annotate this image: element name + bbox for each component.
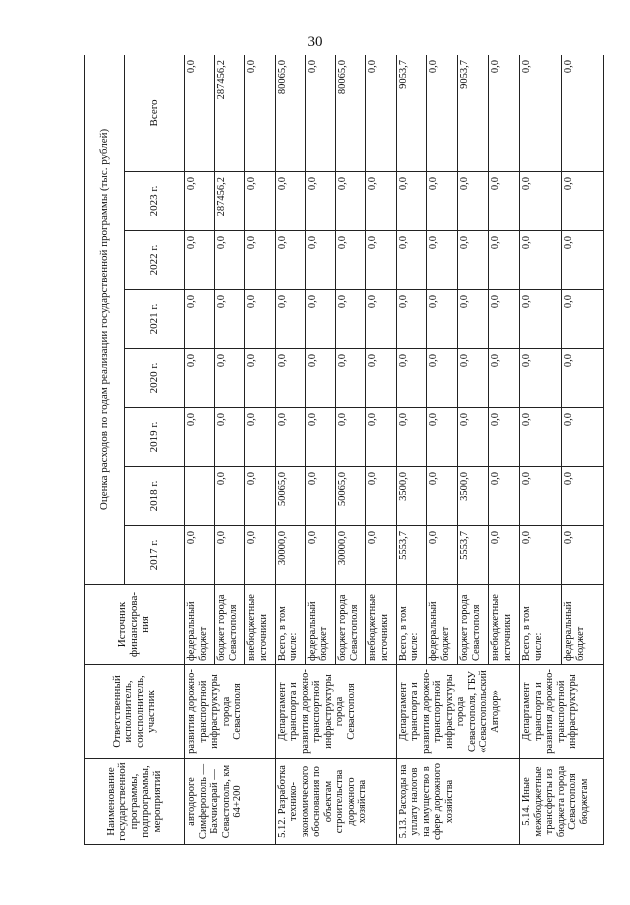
value-cell: 0,0 [245, 408, 275, 467]
value-cell: 0,0 [520, 231, 562, 290]
value-cell: 0,0 [185, 172, 215, 231]
value-cell: 0,0 [215, 467, 245, 526]
value-cell: 0,0 [396, 408, 427, 467]
value-cell: 0,0 [458, 349, 489, 408]
page-number: 30 [307, 34, 323, 50]
value-cell: 0,0 [520, 349, 562, 408]
responsible-cell: Департамент транспорта и развития дорожно-транспортной инфраструктуры города Севастополя [275, 665, 396, 759]
value-cell: 5553,7 [396, 526, 427, 585]
value-cell: 0,0 [520, 55, 562, 172]
value-cell: 0,0 [396, 290, 427, 349]
value-cell: 0,0 [215, 349, 245, 408]
value-cell: 0,0 [366, 526, 396, 585]
value-cell: 0,0 [215, 408, 245, 467]
value-cell: 0,0 [562, 467, 604, 526]
value-cell: 0,0 [366, 55, 396, 172]
source-cell: федеральный бюджет [562, 585, 604, 665]
value-cell: 0,0 [245, 467, 275, 526]
responsible-cell: Департамент транспорта и развития дорожно-транспортной инфраструктуры [520, 665, 604, 759]
value-cell: 0,0 [215, 231, 245, 290]
value-cell: 0,0 [275, 349, 305, 408]
measure-name: 5.12. Разработка технико-экономического обоснования по объектам строительства дорожного хозяйства [275, 759, 396, 845]
header-estimate: Оценка расходов по годам реализации государственной программы (тыс. рублей) [85, 55, 125, 585]
value-cell: 0,0 [215, 290, 245, 349]
value-cell: 0,0 [185, 526, 215, 585]
value-cell: 30000,0 [336, 526, 366, 585]
measure-name: 5.13. Расходы на уплату налогов на имущество в сфере дорожного хозяйства [396, 759, 520, 845]
value-cell: 287456,2 [215, 55, 245, 172]
value-cell: 0,0 [458, 172, 489, 231]
table-row [520, 55, 562, 845]
value-cell: 0,0 [305, 408, 335, 467]
source-cell: бюджет города Севастополя [215, 585, 245, 665]
value-cell: 0,0 [366, 467, 396, 526]
value-cell: 30000,0 [275, 526, 305, 585]
source-cell: Всего, в том числе: [396, 585, 427, 665]
source-cell: Всего, в том числе: [520, 585, 562, 665]
value-cell: 3500,0 [396, 467, 427, 526]
value-cell: 0,0 [245, 172, 275, 231]
value-cell: 0,0 [427, 290, 458, 349]
value-cell: 0,0 [396, 172, 427, 231]
value-cell: 0,0 [336, 408, 366, 467]
value-cell: 0,0 [427, 172, 458, 231]
value-cell: 0,0 [489, 172, 520, 231]
value-cell: 0,0 [520, 408, 562, 467]
value-cell: 0,0 [336, 231, 366, 290]
value-cell: 0,0 [215, 526, 245, 585]
budget-table [84, 55, 604, 845]
value-cell: 0,0 [366, 172, 396, 231]
value-cell: 50065,0 [336, 467, 366, 526]
value-cell: 0,0 [562, 349, 604, 408]
value-cell: 0,0 [185, 408, 215, 467]
value-cell: 0,0 [458, 231, 489, 290]
value-cell: 0,0 [562, 172, 604, 231]
table-row [396, 55, 427, 845]
value-cell: 0,0 [520, 467, 562, 526]
value-cell: 0,0 [489, 231, 520, 290]
value-cell: 0,0 [427, 231, 458, 290]
value-cell: 9053,7 [458, 55, 489, 172]
source-cell: внебюджетные источники [366, 585, 396, 665]
measure-name: автодороге Симферополь — Бахчисарай — Севастополь, км 64+200 [185, 759, 276, 845]
value-cell: 0,0 [305, 526, 335, 585]
source-cell: внебюджетные источники [245, 585, 275, 665]
header-responsible: Ответственный исполнитель, соисполнитель, участник [85, 665, 185, 759]
value-cell: 0,0 [336, 172, 366, 231]
value-cell: 0,0 [562, 290, 604, 349]
value-cell: 0,0 [489, 290, 520, 349]
value-cell: 5553,7 [458, 526, 489, 585]
value-cell: 0,0 [275, 290, 305, 349]
value-cell: 0,0 [366, 231, 396, 290]
value-cell: 0,0 [305, 349, 335, 408]
value-cell: 0,0 [305, 172, 335, 231]
value-cell: 0,0 [275, 172, 305, 231]
value-cell: 287456,2 [215, 172, 245, 231]
value-cell: 0,0 [396, 231, 427, 290]
value-cell: 0,0 [185, 290, 215, 349]
source-cell: федеральный бюджет [185, 585, 215, 665]
table-row [185, 55, 215, 845]
value-cell: 0,0 [396, 349, 427, 408]
measure-name: 5.14. Иные межбюджетные трансферты из бюджета города Севастополя бюджетам [520, 759, 604, 845]
value-cell: 0,0 [562, 526, 604, 585]
header-year: 2018 г. [125, 467, 185, 526]
value-cell: 0,0 [366, 349, 396, 408]
value-cell: 0,0 [489, 408, 520, 467]
responsible-cell: развития дорожно-транспортной инфраструктуры города Севастополя [185, 665, 276, 759]
value-cell: 0,0 [245, 290, 275, 349]
value-cell: 0,0 [427, 408, 458, 467]
value-cell: 80065,0 [336, 55, 366, 172]
value-cell: 0,0 [185, 349, 215, 408]
value-cell: 0,0 [185, 231, 215, 290]
header-year: 2021 г. [125, 290, 185, 349]
table-row [275, 55, 305, 845]
value-cell: 0,0 [458, 408, 489, 467]
value-cell: 0,0 [305, 290, 335, 349]
value-cell [185, 467, 215, 526]
value-cell: 0,0 [305, 55, 335, 172]
value-cell: 0,0 [275, 408, 305, 467]
value-cell: 0,0 [275, 231, 305, 290]
value-cell: 0,0 [336, 290, 366, 349]
header-year: 2020 г. [125, 349, 185, 408]
value-cell: 0,0 [562, 408, 604, 467]
value-cell: 0,0 [366, 408, 396, 467]
header-year: 2019 г. [125, 408, 185, 467]
value-cell: 0,0 [427, 467, 458, 526]
value-cell: 50065,0 [275, 467, 305, 526]
value-cell: 0,0 [520, 526, 562, 585]
value-cell: 0,0 [245, 55, 275, 172]
value-cell: 0,0 [427, 55, 458, 172]
source-cell: федеральный бюджет [427, 585, 458, 665]
value-cell: 0,0 [185, 55, 215, 172]
value-cell: 80065,0 [275, 55, 305, 172]
source-cell: внебюджетные источники [489, 585, 520, 665]
value-cell: 0,0 [245, 231, 275, 290]
header-source: Источник финансирова-ния [85, 585, 185, 665]
value-cell: 0,0 [245, 349, 275, 408]
value-cell: 0,0 [427, 526, 458, 585]
value-cell: 0,0 [489, 55, 520, 172]
value-cell: 9053,7 [396, 55, 427, 172]
value-cell: 0,0 [562, 55, 604, 172]
value-cell: 0,0 [520, 290, 562, 349]
value-cell: 0,0 [305, 231, 335, 290]
header-year: Всего [125, 55, 185, 172]
value-cell: 0,0 [336, 349, 366, 408]
header-year: 2022 г. [125, 231, 185, 290]
header-name: Наименование государственной программы, подпрограммы, мероприятий [85, 759, 185, 845]
rotated-table [84, 55, 604, 845]
value-cell: 0,0 [562, 231, 604, 290]
value-cell: 0,0 [366, 290, 396, 349]
table-stage [84, 55, 604, 845]
value-cell: 0,0 [489, 467, 520, 526]
value-cell: 0,0 [489, 349, 520, 408]
value-cell: 0,0 [489, 526, 520, 585]
value-cell: 0,0 [520, 172, 562, 231]
source-cell: Всего, в том числе: [275, 585, 305, 665]
source-cell: бюджет города Севастополя [336, 585, 366, 665]
responsible-cell: Департамент транспорта и развития дорожно-транспортной инфраструктуры города Севастополя, ГБУ «Севастопольский Автодор» [396, 665, 520, 759]
value-cell: 0,0 [305, 467, 335, 526]
header-year: 2023 г. [125, 172, 185, 231]
source-cell: федеральный бюджет [305, 585, 335, 665]
value-cell: 0,0 [427, 349, 458, 408]
value-cell: 0,0 [245, 526, 275, 585]
value-cell: 3500,0 [458, 467, 489, 526]
source-cell: бюджет города Севастополя [458, 585, 489, 665]
header-year: 2017 г. [125, 526, 185, 585]
value-cell: 0,0 [458, 290, 489, 349]
